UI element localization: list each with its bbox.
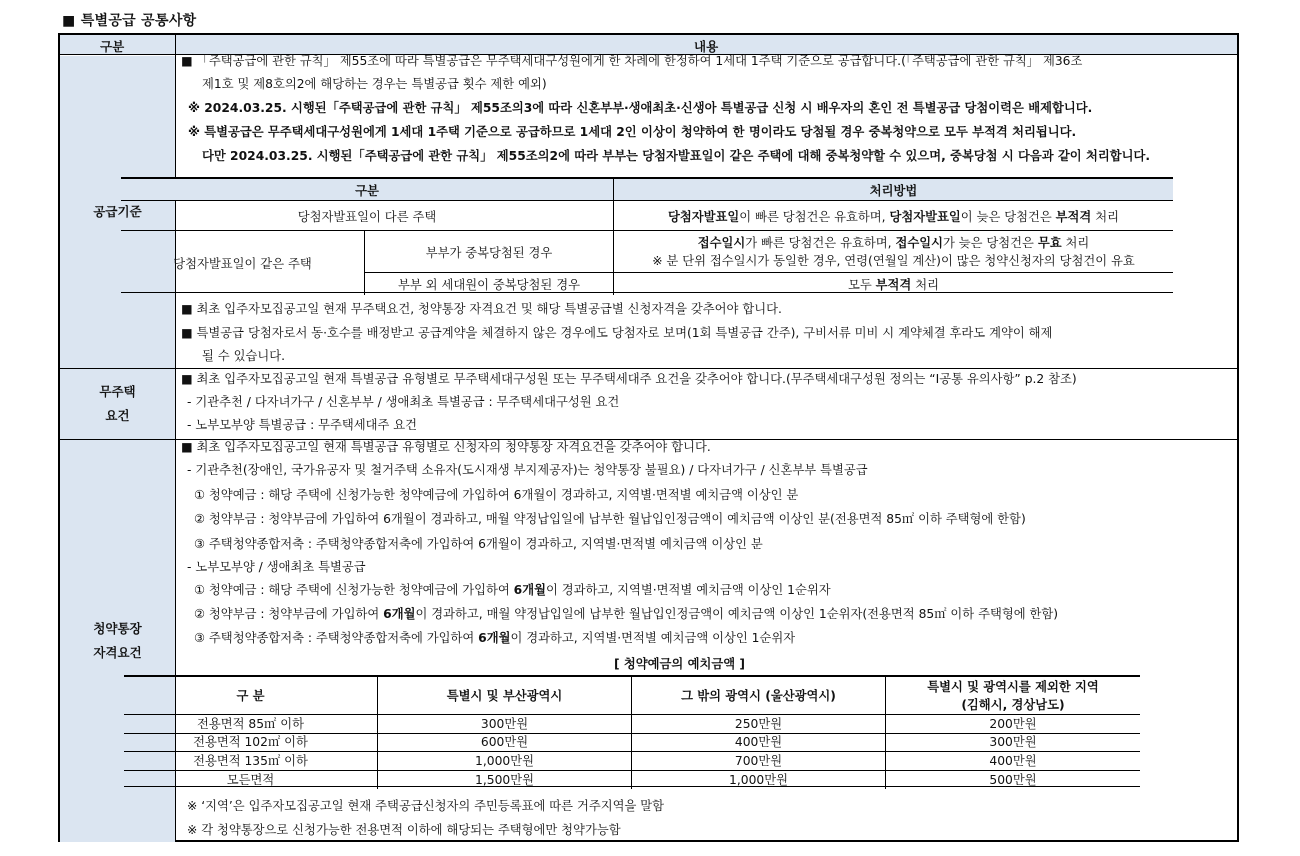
text: 가 빠른 당첨건은 유효하며, — [745, 235, 896, 250]
section-label-text: 무주택 — [99, 384, 136, 399]
bold-text: 6개월 — [383, 607, 416, 621]
deposit-cell-amount: 400만원 — [632, 734, 886, 753]
account-line-6: - 노부모부양 / 생애최초 특별공급 — [187, 560, 366, 574]
dup-row1-method — [614, 201, 1173, 231]
deposit-cell-amount: 300만원 — [378, 715, 632, 734]
account-rank-line-2 — [194, 605, 1058, 623]
deposit-cell-amount: 700만원 — [632, 752, 886, 771]
supply-after-3: 될 수 있습니다. — [202, 349, 285, 363]
nohouse-line-3: - 노부모부양 특별공급 : 무주택세대주 요건 — [187, 418, 418, 432]
account-rank-line-3 — [194, 629, 795, 647]
text: ① 청약예금 : 해당 주택에 신청가능한 청약예금에 가입하여 — [194, 583, 514, 597]
text: 이 늦은 당첨건은 — [960, 209, 1056, 224]
section-label-text: 요건 — [105, 408, 130, 423]
dup-row3-method — [614, 273, 1173, 295]
text: 모두 — [848, 278, 876, 292]
header-text: 특별시 및 광역시를 제외한 지역 — [927, 679, 1099, 694]
section-label-text: 청약통장 — [93, 621, 142, 636]
bold-text: 당첨자발표일 — [668, 209, 740, 224]
account-line-5: ③ 주택청약종합저축 : 주택청약종합저축에 가입하여 6개월이 경과하고, 지역별·면적별 예치금액 이상인 분 — [194, 537, 763, 551]
deposit-cell-amount: 1,000만원 — [378, 752, 632, 771]
deposit-table — [124, 675, 1140, 787]
deposit-cell-area: 전용면적 102㎡ 이하 — [124, 734, 378, 753]
dup-row1-category: 당첨자발표일이 다른 주택 — [121, 201, 614, 231]
deposit-cell-amount: 500만원 — [989, 772, 1037, 787]
text: 이 빠른 당첨건은 유효하며, — [739, 209, 890, 224]
deposit-cell-area: 전용면적 85㎡ 이하 — [124, 715, 378, 734]
account-line-4: ② 청약부금 : 청약부금에 가입하여 6개월이 경과하고, 매월 약정납입일에 납부한 월납입인정금액이 예치금액 이상인 분(전용면적 85㎡ 이하 주택형에 한함) — [194, 512, 1026, 526]
text: ② 청약부금 : 청약부금에 가입하여 — [194, 607, 384, 621]
bold-text: 접수일시 — [895, 235, 943, 250]
account-note-2: ※ 각 청약통장으로 신청가능한 전용면적 이하에 해당되는 주택형에만 청약가능함 — [187, 823, 621, 837]
supply-line-2: 제1호 및 제8호의2에 해당하는 경우는 특별공급 횟수 제한 예외) — [202, 77, 547, 91]
account-line-1: ■ 최초 입주자모집공고일 현재 특별공급 유형별로 신청자의 청약통장 자격요건을 갖추어야 합니다. — [181, 440, 711, 454]
dup-row2-category: 당첨자발표일이 같은 주택 — [121, 231, 365, 295]
deposit-cell-amount: 1,500만원 — [378, 771, 632, 790]
deposit-header-other — [886, 677, 1140, 715]
nohouse-line-2: - 기관추천 / 다자녀가구 / 신혼부부 / 생애최초 특별공급 : 무주택세대구성원 요건 — [187, 395, 620, 409]
bold-text: 당첨자발표일 — [889, 209, 961, 224]
deposit-cell-area: 모든면적 — [124, 771, 378, 790]
dup-table-header-method: 처리방법 — [614, 179, 1173, 201]
deposit-cell-area: 전용면적 135㎡ 이하 — [124, 752, 378, 771]
account-rank-line-1 — [194, 581, 831, 599]
deposit-header-category: 구 분 — [124, 677, 378, 715]
text: 처리 — [911, 278, 939, 292]
header-content: 내용 — [694, 39, 719, 54]
bold-text: 6개월 — [513, 583, 546, 597]
dup-row2-sub: 부부가 중복당첨된 경우 — [365, 231, 614, 273]
account-line-3: ① 청약예금 : 해당 주택에 신청가능한 청약예금에 가입하여 6개월이 경과하고, 지역별·면적별 예치금액 이상인 분 — [194, 488, 799, 502]
deposit-cell-amount: 250만원 — [632, 715, 886, 734]
header-category: 구분 — [100, 39, 125, 54]
deposit-cell-amount: 1,000만원 — [632, 771, 886, 790]
text: 이 경과하고, 매월 약정납입일에 납부한 월납입인정금액이 예치금액 이상인 1순위자(전용면적 85㎡ 이하 주택형에 한함) — [415, 607, 1059, 621]
dup-table-header-category: 구분 — [121, 179, 614, 201]
deposit-cell-amount: 400만원 — [886, 752, 1140, 771]
deposit-cell-amount: 600만원 — [378, 734, 632, 753]
bold-text: 부적격 — [1055, 209, 1092, 224]
deposit-header-special: 특별시 및 부산광역시 — [378, 677, 632, 715]
bold-text: 6개월 — [478, 631, 511, 645]
text: 가 늦은 당첨건은 — [942, 235, 1038, 250]
supply-line-3: ※ 2024.03.25. 시행된「주택공급에 관한 규칙」 제55조의3에 따라 신혼부부·생애최초·신생아 특별공급 신청 시 배우자의 혼인 전 특별공급 당첨이력은 배제합니다. — [188, 101, 1093, 115]
duplicate-win-table — [121, 177, 1173, 293]
deposit-table-title: [ 청약예금의 예치금액 ] — [614, 657, 745, 671]
deposit-cell-amount: 300만원 — [886, 734, 1140, 753]
row-divider — [60, 368, 1237, 369]
nohouse-line-1: ■ 최초 입주자모집공고일 현재 특별공급 유형별로 무주택세대구성원 또는 무주택세대주 요건을 갖추어야 합니다.(무주택세대구성원 정의는 “Ⅰ공통 유의사항” p.2 참조) — [181, 372, 1077, 386]
dup-row2-method — [614, 231, 1173, 273]
page-title: ■ 특별공급 공통사항 — [62, 13, 197, 29]
deposit-header-metro: 그 밖의 광역시 (울산광역시) — [632, 677, 886, 715]
text: 처리 — [1091, 209, 1119, 224]
supply-after-1: ■ 최초 입주자모집공고일 현재 무주택요건, 청약통장 자격요건 및 해당 특별공급별 신청자격을 갖추어야 합니다. — [181, 302, 782, 316]
supply-line-5: 다만 2024.03.25. 시행된「주택공급에 관한 규칙」 제55조의2에 따라 부부는 당첨자발표일이 같은 주택에 대해 중복청약할 수 있으며, 중복당첨 시 다음과 같이 처리합니다. — [202, 149, 1151, 163]
account-note-1: ※ ‘지역’은 입주자모집공고일 현재 주택공급신청자의 주민등록표에 따른 거주지역을 말함 — [187, 799, 665, 813]
supply-after-2: ■ 특별공급 당첨자로서 동·호수를 배정받고 공급계약을 체결하지 않은 경우에도 당첨자로 보며(1회 특별공급 간주), 구비서류 미비 시 계약체결 후라도 계약이 해제 — [181, 326, 1053, 340]
text: ③ 주택청약종합저축 : 주택청약종합저축에 가입하여 — [194, 631, 479, 645]
text: 이 경과하고, 지역별·면적별 예치금액 이상인 1순위자 — [545, 583, 831, 597]
bold-text: 부적격 — [875, 278, 912, 292]
dup-row3-sub: 부부 외 세대원이 중복당첨된 경우 — [365, 273, 614, 295]
text: 처리 — [1061, 235, 1090, 250]
deposit-cell-amount: 200만원 — [886, 715, 1140, 734]
section-label-text: 공급기준 — [93, 204, 142, 219]
bold-text: 접수일시 — [697, 235, 746, 250]
text: 이 경과하고, 지역별·면적별 예치금액 이상인 1순위자 — [510, 631, 796, 645]
section-label-text: 자격요건 — [93, 645, 142, 660]
section-label-nohouse — [60, 369, 175, 439]
account-line-2: - 기관추천(장애인, 국가유공자 및 철거주택 소유자(도시재생 부지제공자)는 청약통장 불필요) / 다자녀가구 / 신혼부부 특별공급 — [187, 463, 868, 477]
header-text: (김해시, 경상남도) — [961, 697, 1065, 712]
bold-text: 무효 — [1037, 235, 1062, 250]
supply-line-1: ■ 「주택공급에 관한 규칙」 제55조에 따라 특별공급은 무주택세대구성원에게 한 차례에 한정하여 1세대 1주택 기준으로 공급합니다.(「주택공급에 관한 규칙」 제36조 — [181, 54, 1083, 68]
dup-row2-note: ※ 분 단위 접수일시가 동일한 경우, 연령(연월일 계산)이 많은 청약신청자의 당첨건이 유효 — [652, 253, 1135, 268]
supply-line-4: ※ 특별공급은 무주택세대구성원에게 1세대 1주택 기준으로 공급하므로 1세대 2인 이상이 청약하여 한 명이라도 당첨될 경우 중복청약으로 모두 부적격 처리됩니다. — [188, 125, 1077, 139]
